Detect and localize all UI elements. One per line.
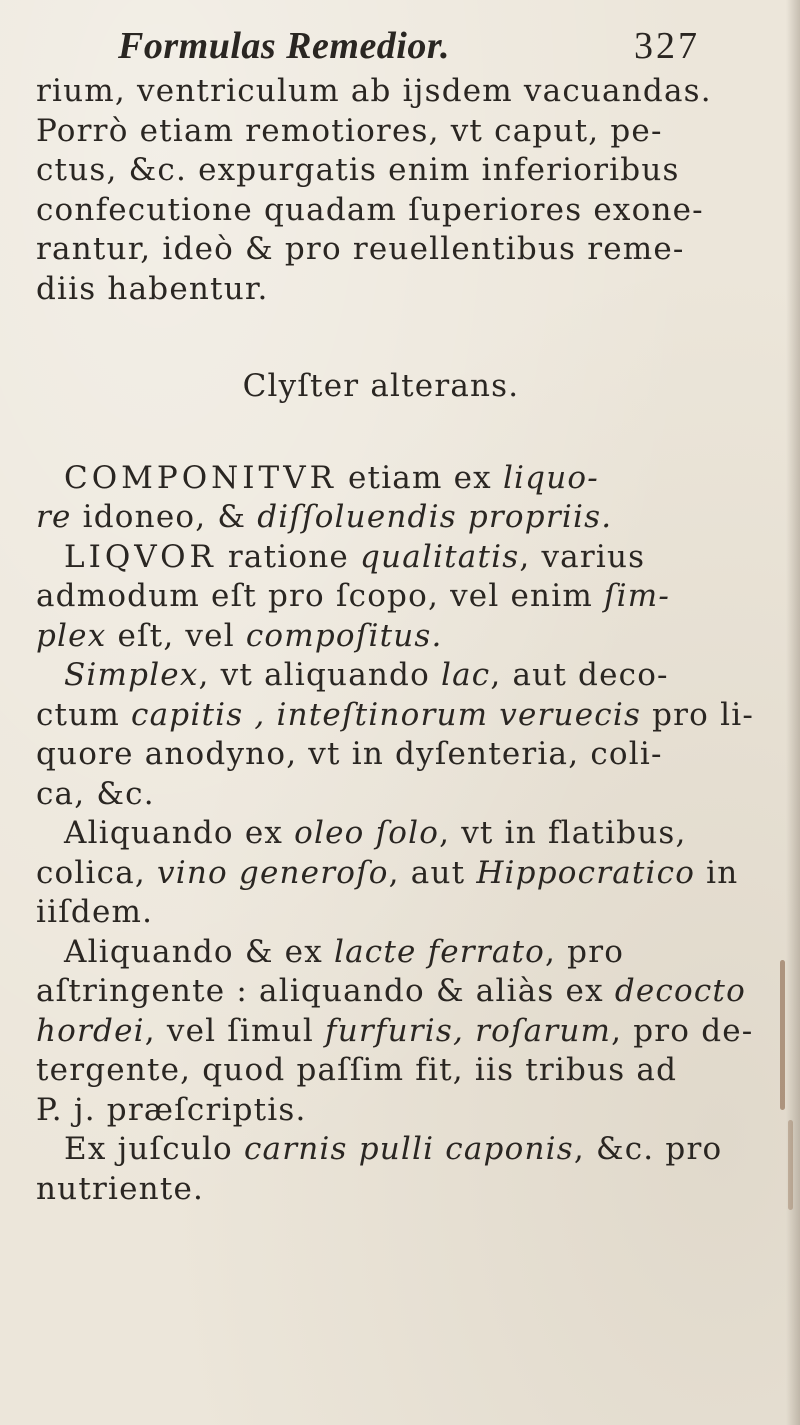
page-edge-shadow [786,0,800,1425]
text-run: etiam ex [336,459,503,496]
italic-run: plex [36,617,107,654]
smallcaps-word: COMPONITVR [64,459,337,496]
text-run: pro li- [641,696,755,733]
page-header [0,20,800,68]
text-run: , vel ſimul [144,1012,326,1049]
text-run: idoneo, & [71,499,258,535]
italic-run: lacte ferrato [333,933,546,970]
text-run: Aliquando ex [64,815,295,851]
paragraph-simplex-line-3: quore anodyno, vt in dyſenteria, coli- [36,736,663,772]
italic-run: liquo- [502,459,599,496]
text-line: rantur, ideò & pro reuellentibus reme- [36,231,685,267]
text-run: , pro de- [611,1012,754,1049]
text-line: rium, ventriculum ab ijsdem vacuandas. [36,73,712,109]
margin-stain [788,1120,793,1210]
text-line: diis habentur. [36,270,269,307]
text-run: Ex juſculo [64,1131,244,1167]
italic-run: furfuris, roſarum [325,1012,612,1049]
paragraph-simplex-line-2 [36,696,755,736]
text-run: eſt, vel [106,617,246,654]
margin-stain [780,960,785,1110]
paragraph-liquor-line-2 [36,577,726,617]
italic-run: qualitatis [360,538,520,575]
spacer [36,309,726,367]
text-line: ctus, &c. expurgatis enim inferioribus [36,152,680,188]
text-run: , pro [545,933,625,970]
paragraph-lacte-line-2 [36,972,746,1012]
text-run: ratione [216,538,360,575]
italic-run: lac [441,657,491,693]
section-title: Clyſter alterans. [242,368,520,404]
text-run: colica, [36,854,158,891]
italic-run: oleo ſolo [294,815,440,851]
italic-run: compoſitus. [245,617,443,654]
paragraph-simplex-line-4: ca, &c. [36,775,155,812]
spacer [36,407,726,459]
text-line: confecutione quadam ſuperiores exone- [36,191,704,228]
paragraph-oleo-line-3: iiſdem. [36,894,154,930]
italic-run: ſim- [603,578,671,614]
italic-run: Simplex [64,657,199,693]
smallcaps-word: LIQVOR [64,538,217,575]
paragraph-liquor-line-1 [36,538,726,578]
paragraph-liquor-line-3 [36,617,726,657]
paragraph-lacte-line-4: tergente, quod paſſim fit, iis tribus ad [36,1052,678,1088]
text-run: , varius [519,538,646,575]
paragraph-oleo-line-1 [36,814,726,854]
paragraph-lacte-line-5: P. j. præſcriptis. [36,1091,307,1128]
body-text [36,72,755,1209]
text-run: , vt in flatibus, [439,815,687,851]
text-run: in [695,854,739,891]
text-run: aſtringente : aliquando & aliàs ex [36,973,615,1009]
page-number: 327 [634,25,700,67]
paragraph-simplex-line-1 [36,656,726,696]
italic-run: Hippocratico [476,854,696,891]
italic-run: capitis , inteſtinorum veruecis [131,696,642,733]
paragraph-lacte-line-3 [36,1012,754,1052]
text-run: , aut [388,854,477,891]
text-run: , &c. pro [573,1131,723,1167]
text-run: Aliquando & ex [64,933,334,970]
text-run: , vt aliquando [198,657,442,693]
text-run: , aut deco- [490,657,669,693]
paragraph-jusculo-line-1 [36,1130,726,1170]
italic-run: decocto [614,973,746,1009]
italic-run: re [36,499,72,535]
text-run: ctum [36,696,132,733]
paragraph-oleo-line-2 [36,854,739,894]
paragraph-jusculo-line-2: nutriente. [36,1170,205,1207]
italic-run: vino generoſo [157,854,389,891]
paragraph-componitur-line-2 [36,498,726,538]
text-run: admodum eſt pro ſcopo, vel enim [36,578,604,614]
italic-run: hordei [36,1012,145,1049]
paragraph-componitur-line-1 [36,459,726,499]
italic-run: diſſoluendis propriis. [257,499,613,535]
text-line: Porrò etiam remotiores, vt caput, pe- [36,112,663,149]
paragraph-lacte-line-1 [36,933,726,973]
italic-run: carnis pulli caponis [243,1131,574,1167]
running-head: Formulas Remedior. [118,25,451,67]
